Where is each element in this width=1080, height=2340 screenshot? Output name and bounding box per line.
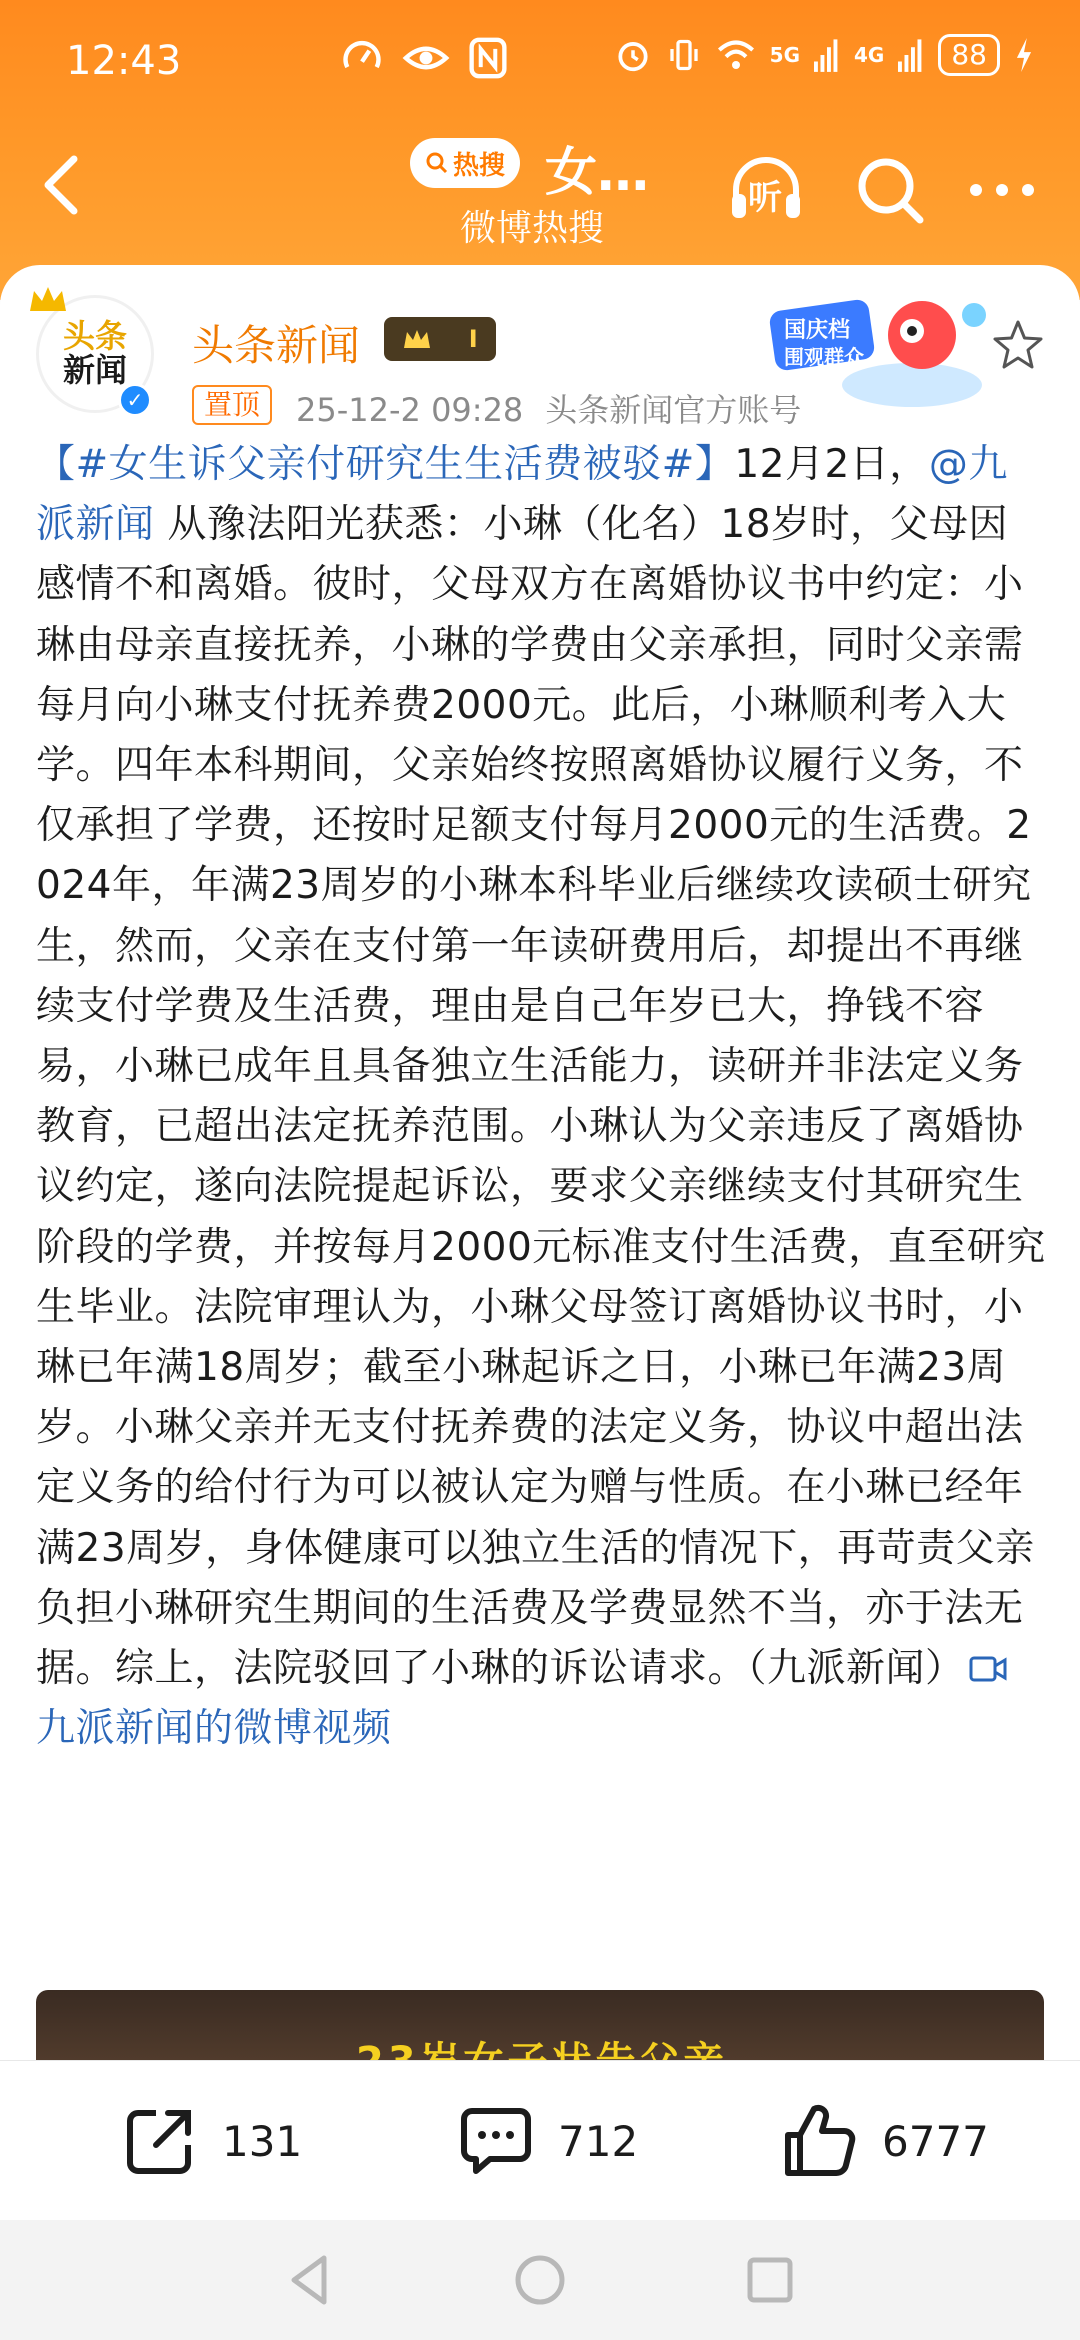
pinned-tag: 置顶 [192,385,272,425]
alarm-icon [614,36,652,74]
signal-icon-1 [814,38,840,72]
charging-icon [1014,38,1034,72]
mention-link[interactable]: @九派新闻 [36,442,1008,548]
network-4g-label: 4G [854,43,885,67]
avatar[interactable]: 头条 新闻 [36,295,154,413]
promo-text-1: 国庆档 [784,318,851,343]
nav-recents-icon[interactable] [740,2250,800,2310]
wifi-icon [716,37,756,73]
hot-search-title[interactable] [410,128,710,248]
thumbs-up-icon [780,2101,860,2181]
video-icon [969,1654,1007,1684]
post-source: 头条新闻官方账号 [545,391,802,429]
nav-subtitle: 微博热搜 [460,208,605,249]
system-nav-bar [0,2220,1080,2340]
signal-icon-2 [898,38,924,72]
status-system-icons [614,34,1034,76]
network-5g-label: 5G [769,43,801,67]
share-icon [120,2101,200,2181]
share-button[interactable] [120,2061,302,2221]
post-body-start: 12月2日， [734,442,929,487]
battery-indicator: 88 [938,34,1000,76]
back-button[interactable] [30,145,90,225]
nav-back-icon[interactable] [280,2250,340,2310]
post-timestamp: 25-12-2 09:28 [296,391,524,429]
video-link[interactable]: 九派新闻的微博视频 [36,1646,1011,1751]
post-meta [296,385,801,431]
listen-label: 听 [748,178,782,218]
hashtag-link[interactable]: 【#女生诉父亲付研究生生活费被驳#】 [36,442,735,487]
status-notification-icons [340,36,508,80]
search-icon [425,151,449,175]
like-count: 6777 [882,2116,989,2166]
nfc-icon [468,36,508,80]
nav-home-icon[interactable] [510,2250,570,2310]
more-dots-icon [962,150,1042,230]
share-count: 131 [222,2116,303,2166]
verified-icon: ✓ [118,383,152,417]
promo-sticker[interactable] [762,275,992,415]
favorite-star-icon[interactable] [990,317,1046,373]
status-time: 12:43 [66,38,182,84]
status-bar [0,0,1080,120]
author-name[interactable]: 头条新闻 [192,321,361,370]
level-badge[interactable]: I [384,317,496,361]
chevron-left-icon [30,145,90,225]
crown-badge-icon [402,328,432,350]
listen-button[interactable] [726,150,806,230]
vibrate-icon [666,36,702,74]
like-button[interactable] [780,2061,989,2221]
eye-icon [402,36,450,80]
post-body-main: 从豫法阳光获悉：小琳（化名）18岁时，父母因感情不和离婚。彼时，父母双方在离婚协议书中约定：小琳由母亲直接抚养，小琳的学费由父亲承担，同时父亲需每月向小琳支付抚养费2000元。此后，小琳顺利考入大学。四年本科期间，父亲始终按照离婚协议履行义务，不仅承担了学费，还按时足额支付每月2000元的生活费。2024年，年满23周岁的小琳本科毕业后继续攻读硕士研究生，然而，父亲在支付第一年读研费用后，却提出不再继续支付学费及生活费，理由是自己年岁已大，挣钱不容易，小琳已成年且具备独立生活能力，读研并非法定义务教育，已超出法定抚养范围。小琳认为父亲违反了离婚协议约定，遂向法院提起诉讼，要求父亲继续支付其研究生阶段的学费，并按每月2000元标准支付生活费，直至研究生毕业。法院审理认为，小琳父母签订离婚协议书时，小琳已年满18周岁；截至小琳起诉之日，小琳已年满23周岁。小琳父亲并无支付抚养费的法定义务，协议中超出法定义务的给付行为可以被认定为赠与性质。在小琳已经年满23周岁，身体健康可以独立生活的情况下，再苛责父亲负担小琳研究生期间的生活费及学费显然不当，亦于法无据。综上，法院驳回了小琳的诉讼请求。（九派新闻） [36,502,1046,1692]
more-button[interactable] [962,150,1042,230]
comment-button[interactable] [456,2061,638,2221]
speedometer-icon [340,36,384,80]
post-card [0,265,1080,2060]
post-body [36,435,1046,1759]
action-bar [0,2060,1080,2220]
search-icon [850,150,930,230]
comment-icon [456,2101,536,2181]
crown-icon [28,285,68,313]
promo-text-2: 围观群众 [784,345,864,369]
hot-search-badge: 热搜 [410,138,520,188]
nav-title: 女… [545,143,650,203]
comment-count: 712 [558,2116,639,2166]
search-button[interactable] [850,150,930,230]
